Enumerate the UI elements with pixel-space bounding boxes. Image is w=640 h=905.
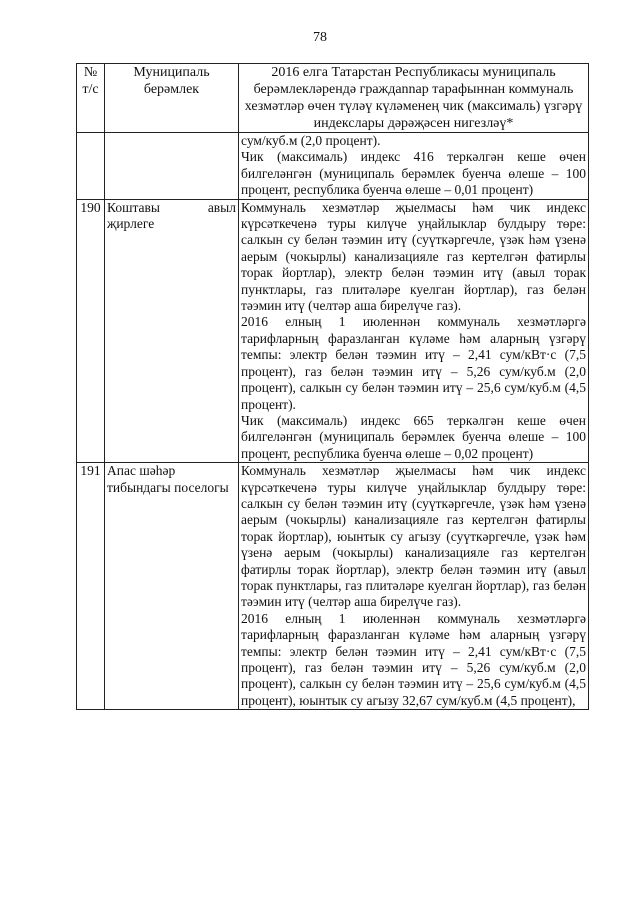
municipality-name-part: авыл — [207, 199, 236, 215]
header-num: № т/с — [77, 64, 105, 133]
row-num: 191 — [77, 463, 105, 710]
municipality-name-part: җирлеге — [107, 216, 155, 232]
paragraph: Чик (максималь) индекс 416 теркәлгән кеше өчен билгеләнгән (муниципаль берәмлек буенча өлеше – 100 процент, республика буенча өлеше – 0,01 процент) — [241, 149, 586, 198]
row-municipality — [105, 199, 239, 463]
row-num — [77, 133, 105, 200]
table-row — [77, 199, 589, 463]
header-description: 2016 елга Татарстан Республикасы муниципаль берәмлекләрендә граждannар тарафыннан коммуналь хезмәтләр өчен түләү күләменең чик (максималь) үзгәрү индекслары дәрәҗәсен нигезләү* — [239, 64, 589, 133]
tariff-table — [76, 63, 589, 710]
row-municipality — [105, 133, 239, 200]
table-row — [77, 463, 589, 710]
table-row — [77, 133, 589, 200]
municipality-name-part: Коштавы — [107, 199, 160, 215]
paragraph: 2016 елның 1 июленнән коммуналь хезмәтләргә тарифларның фаразланган күләме һәм аларның үзгәрү темпы: электр белән тәэмин итү – 2,41 сум/кВт·с (7,5 процент), газ белән тәэмин итү – 5,26 сум/куб.м (2,0 процент), салкын су белән тәэмин итү – 25,6 сум/куб.м (4,5 процент). — [241, 314, 586, 412]
paragraph: Коммуналь хезмәтләр җыелмасы һәм чик индекс күрсәткеченә туры килүче уңайлыклар булдыру төре: салкын су белән тәэмин итү (суүткәргечле, үзәк һәм үзенә аерым (чокырлы) канализацияле газ кертелгән фатирлы торак йортлар), электр белән тәэмин итү (авыл торак пунктлары, газ плитәләре куелган йортлар), газ белән тәэмин итү (челтәр аша бирелүче газ). — [241, 199, 586, 314]
paragraph: 2016 елның 1 июленнән коммуналь хезмәтләргә тарифларның фаразланган күләме һәм аларның үзгәрү темпы: электр белән тәэмин итү – 2,41 сум/кВт·с (7,5 процент), газ белән тәэмин итү – 5,26 сум/куб.м (2,0 процент), салкын су белән тәэмин итү – 25,6 сум/куб.м (4,5 процент), юынтык су агызу 32,67 сум/куб.м (4,5 процент), — [241, 610, 586, 708]
header-municipality: Муниципаль берәмлек — [105, 64, 239, 133]
row-description — [239, 199, 589, 463]
page-number: 78 — [313, 30, 327, 45]
row-municipality: Апас шәһәр тибындагы поселогы — [105, 463, 239, 710]
row-description — [239, 463, 589, 710]
table-header-row — [77, 64, 589, 133]
row-description — [239, 133, 589, 200]
paragraph: Чик (максималь) индекс 665 теркәлгән кеше өчен билгеләнгән (муниципаль берәмлек буенча өлеше – 100 процент, республика буенча өлеше – 0,02 процент) — [241, 412, 586, 461]
row-num: 190 — [77, 199, 105, 463]
paragraph: Коммуналь хезмәтләр җыелмасы һәм чик индекс күрсәткеченә туры килүче уңайлыклар булдыру төре: салкын су белән тәэмин итү (суүткәргечле, үзәк һәм үзенә аерым (чокырлы) канализацияле газ кертелгән фатирлы торак йортлар), юынтык су агызу (суүткәргечле, үзәк һәм үзенә аерым (чокырлы) канализацияле газ кертелгән фатирлы торак йортлар), электр белән тәэмин итү (авыл торак пунктлары, газ плитәләре куелган йортлар), газ белән тәэмин итү (челтәр аша бирелүче газ). — [241, 463, 586, 610]
paragraph: сум/куб.м (2,0 процент). — [241, 133, 381, 148]
